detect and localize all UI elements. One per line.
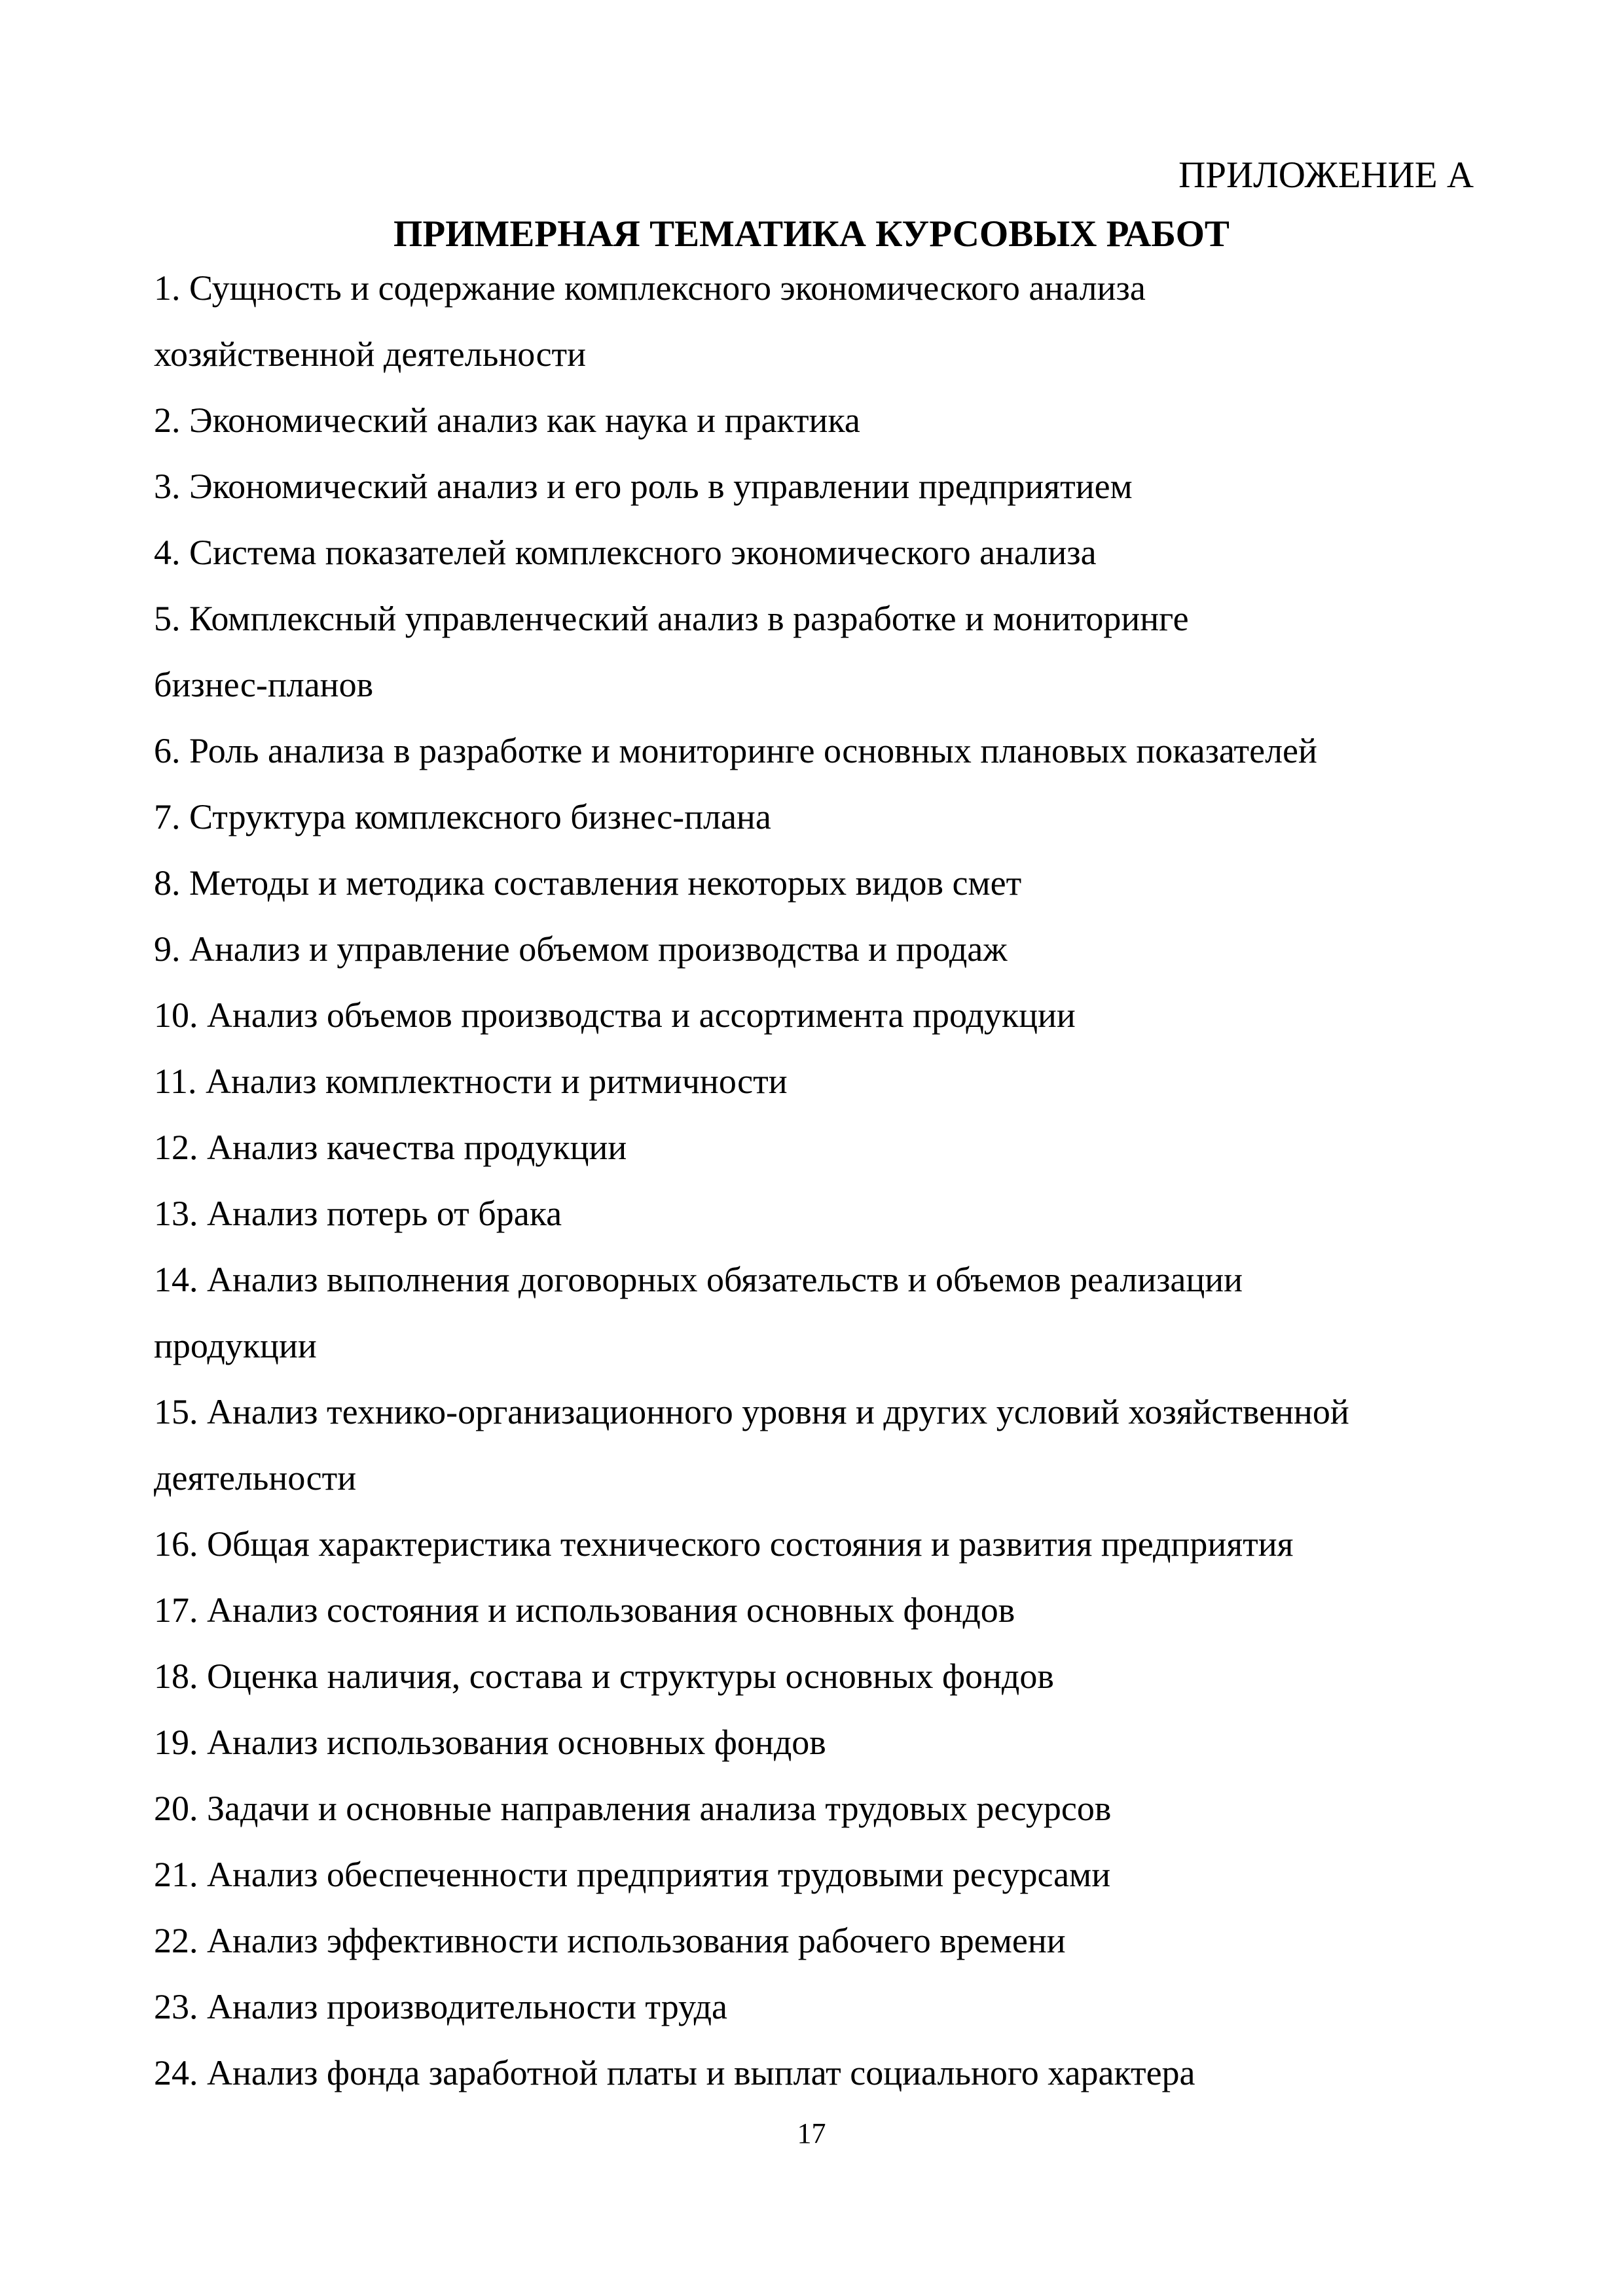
list-item bbox=[154, 784, 1529, 850]
topic-text: 5. Комплексный управленческий анализ в разработке и мониторинге bbox=[154, 599, 1189, 638]
topic-text: 7. Структура комплексного бизнес-плана bbox=[154, 797, 771, 836]
topic-text: 21. Анализ обеспеченности предприятия трудовыми ресурсами bbox=[154, 1855, 1111, 1894]
topic-text: 12. Анализ качества продукции bbox=[154, 1128, 627, 1167]
topic-text: 1. Сущность и содержание комплексного экономического анализа bbox=[154, 268, 1146, 308]
topic-text: 14. Анализ выполнения договорных обязательств и объемов реализации bbox=[154, 1260, 1243, 1299]
topic-text: 11. Анализ комплектности и ритмичности bbox=[154, 1062, 788, 1101]
topic-text: 18. Оценка наличия, состава и структуры основных фондов bbox=[154, 1657, 1054, 1696]
topic-text: 10. Анализ объемов производства и ассортимента продукции bbox=[154, 996, 1076, 1035]
list-item bbox=[154, 1247, 1529, 1379]
list-item bbox=[154, 1974, 1529, 2040]
list-item bbox=[154, 916, 1529, 982]
topic-text: 16. Общая характеристика технического состояния и развития предприятия bbox=[154, 1524, 1294, 1564]
topic-text: 22. Анализ эффективности использования рабочего времени bbox=[154, 1921, 1066, 1960]
list-item bbox=[154, 1115, 1529, 1181]
topic-text: 23. Анализ производительности труда bbox=[154, 1987, 728, 2026]
list-item bbox=[154, 1049, 1529, 1115]
topic-text: 24. Анализ фонда заработной платы и выплат социального характера bbox=[154, 2053, 1195, 2092]
list-item bbox=[154, 586, 1529, 718]
list-item bbox=[154, 982, 1529, 1049]
topic-text: 6. Роль анализа в разработке и мониторинге основных плановых показателей bbox=[154, 731, 1317, 770]
topic-text: 2. Экономический анализ как наука и практика bbox=[154, 401, 860, 440]
page-number: 17 bbox=[797, 2117, 826, 2149]
list-item bbox=[154, 387, 1529, 454]
list-item bbox=[154, 2040, 1529, 2106]
list-item bbox=[154, 1577, 1529, 1643]
topic-text: 15. Анализ технико-организационного уровня и других условий хозяйственной bbox=[154, 1392, 1349, 1431]
appendix-label: ПРИЛОЖЕНИЕ А bbox=[1178, 154, 1474, 196]
topic-text: 13. Анализ потерь от брака bbox=[154, 1194, 562, 1233]
topic-text-continuation: бизнес-планов bbox=[154, 665, 374, 704]
topic-text: 8. Методы и методика составления некоторых видов смет bbox=[154, 863, 1022, 903]
list-item bbox=[154, 1776, 1529, 1842]
list-item bbox=[154, 850, 1529, 916]
list-item bbox=[154, 1379, 1529, 1511]
topic-text-continuation: продукции bbox=[154, 1326, 317, 1365]
list-item bbox=[154, 520, 1529, 586]
topic-text: 9. Анализ и управление объемом производства и продаж bbox=[154, 929, 1008, 969]
topic-text: 17. Анализ состояния и использования основных фондов bbox=[154, 1590, 1015, 1630]
page-title: ПРИМЕРНАЯ ТЕМАТИКА КУРСОВЫХ РАБОТ bbox=[393, 213, 1230, 255]
list-item bbox=[154, 1842, 1529, 1908]
topic-text: 4. Система показателей комплексного экономического анализа bbox=[154, 533, 1097, 572]
list-item bbox=[154, 718, 1529, 784]
topic-text: 19. Анализ использования основных фондов bbox=[154, 1723, 826, 1762]
list-item bbox=[154, 255, 1529, 387]
topic-text: 3. Экономический анализ и его роль в управлении предприятием bbox=[154, 467, 1133, 506]
list-item bbox=[154, 454, 1529, 520]
list-item bbox=[154, 1710, 1529, 1776]
list-item bbox=[154, 1908, 1529, 1974]
topic-list bbox=[154, 255, 1529, 2106]
topic-text: 20. Задачи и основные направления анализа трудовых ресурсов bbox=[154, 1789, 1112, 1828]
list-item bbox=[154, 1511, 1529, 1577]
topic-text-continuation: хозяйственной деятельности bbox=[154, 334, 587, 374]
list-item bbox=[154, 1643, 1529, 1710]
list-item bbox=[154, 1181, 1529, 1247]
topic-text-continuation: деятельности bbox=[154, 1458, 357, 1498]
